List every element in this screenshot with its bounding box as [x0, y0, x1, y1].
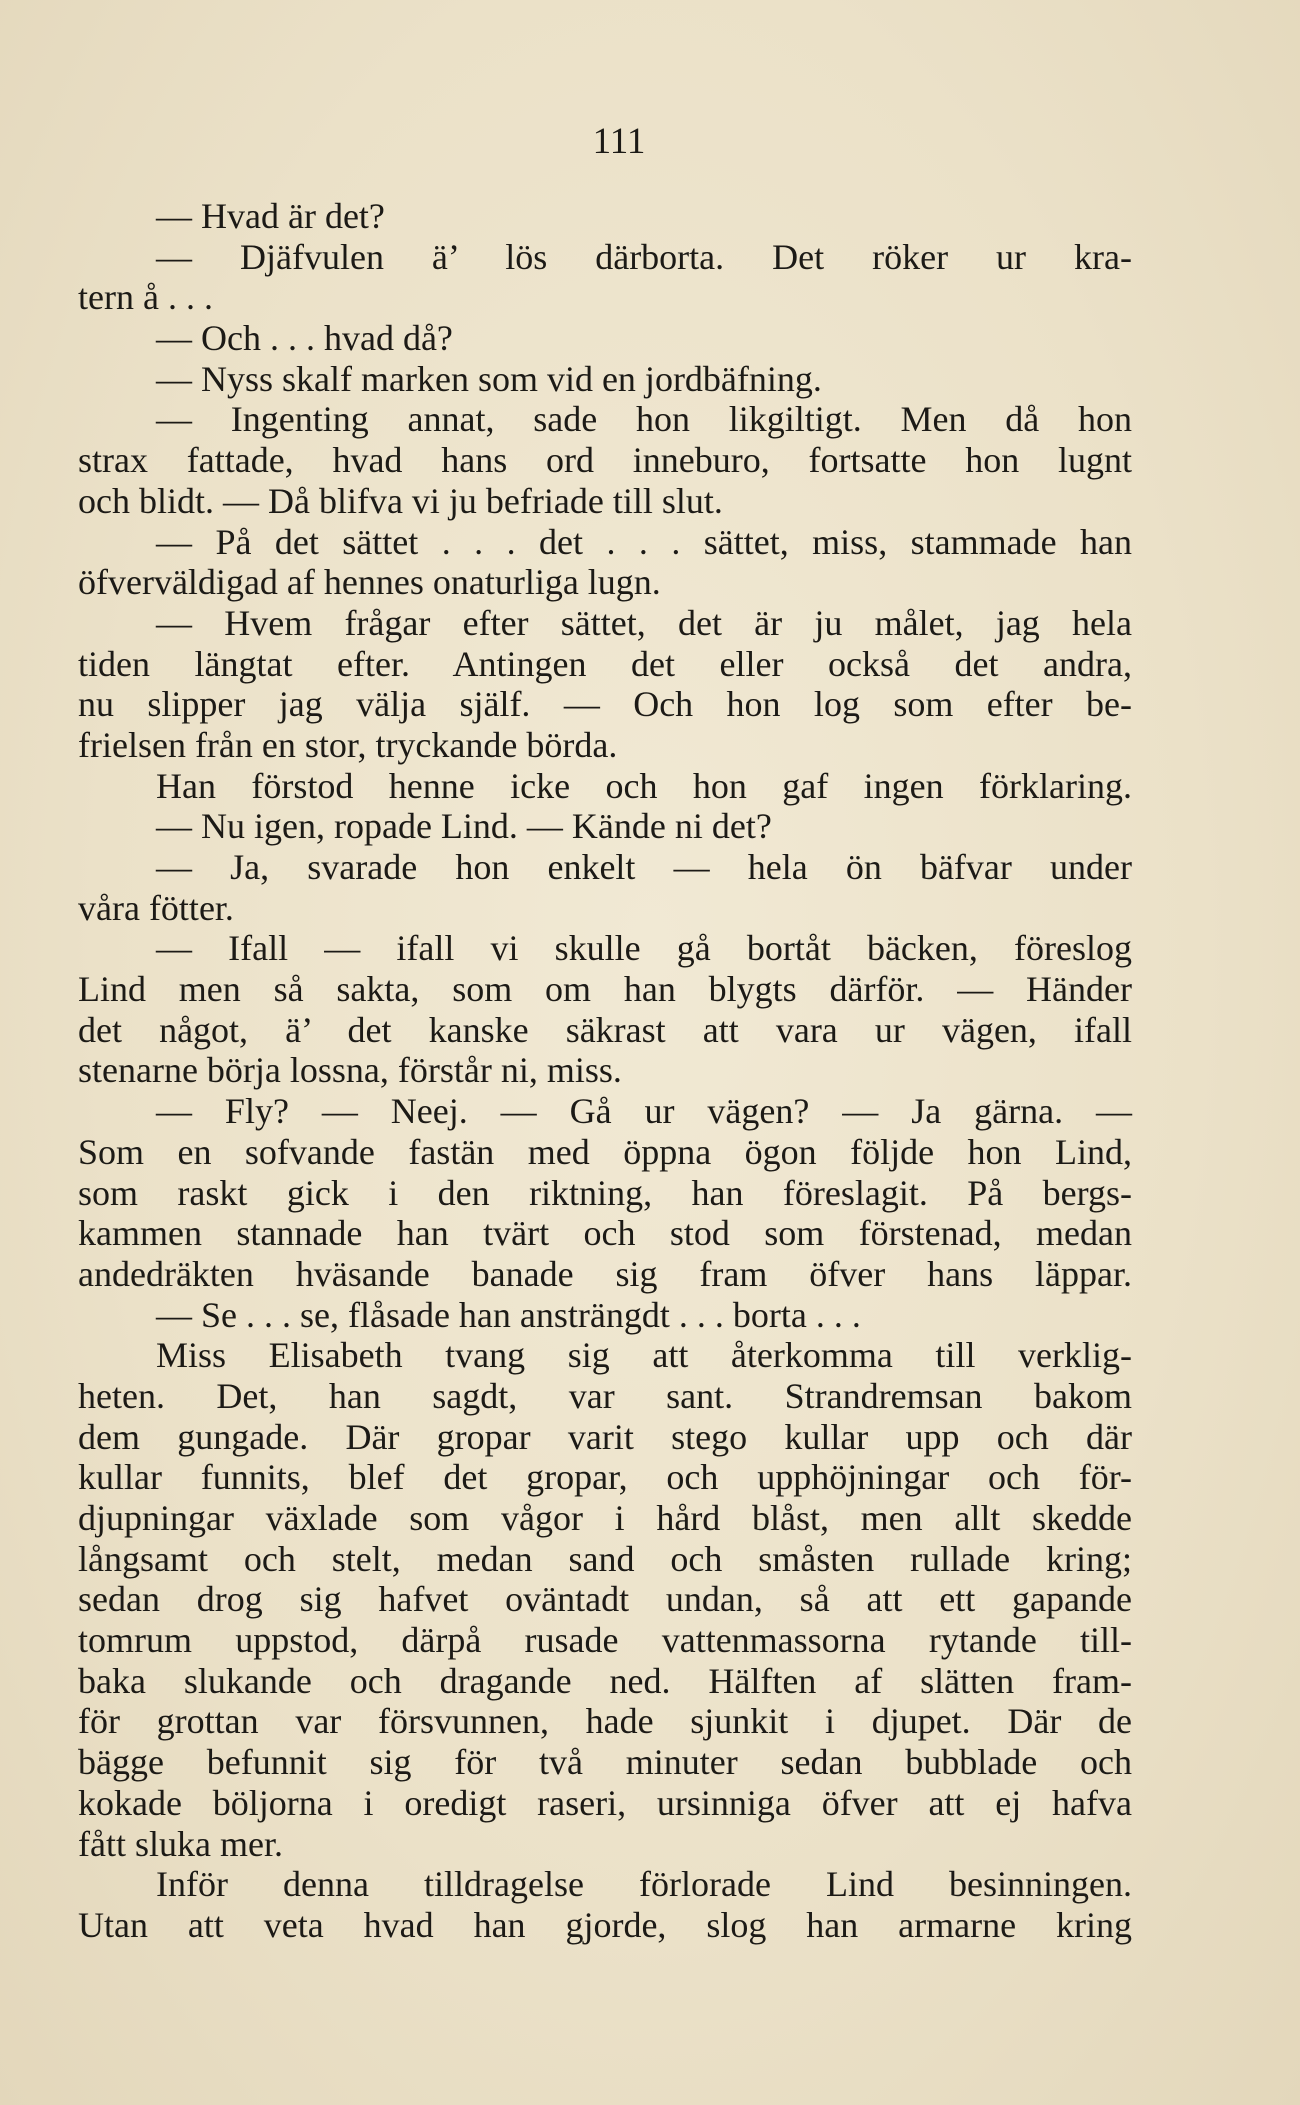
text-line: — Och . . . hvad då?: [156, 318, 453, 359]
text-line: — Se . . . se, flåsade han ansträngdt . . . borta . . .: [156, 1294, 861, 1335]
text-line: och blidt. — Då blifva vi ju befriade till slut.: [78, 480, 723, 521]
text-line: fått sluka mer.: [78, 1823, 283, 1864]
page-number: 111: [592, 121, 646, 162]
text-line: tomrum uppstod, därpå rusade vattenmassorna rytande till-: [78, 1620, 1132, 1661]
text-line: sedan drog sig hafvet oväntadt undan, så att ett gapande: [78, 1579, 1132, 1620]
text-line: kammen stannade han tvärt och stod som förstenad, medan: [78, 1213, 1132, 1254]
text-line: — Fly? — Neej. — Gå ur vägen? — Ja gärna. —: [156, 1091, 1132, 1132]
text-line: nu slipper jag välja själf. — Och hon log som efter be-: [78, 684, 1132, 725]
text-line: strax fattade, hvad hans ord inneburo, fortsatte hon lugnt: [78, 440, 1132, 481]
text-line: — Hvad är det?: [156, 196, 385, 236]
text-line: för grottan var försvunnen, hade sjunkit i djupet. Där de: [78, 1701, 1132, 1742]
text-line: kokade böljorna i oredigt raseri, ursinniga öfver att ej hafva: [78, 1782, 1132, 1823]
text-line: våra fötter.: [78, 887, 234, 928]
text-line: Som en sofvande fastän med öppna ögon följde hon Lind,: [78, 1131, 1132, 1172]
text-line: frielsen från en stor, tryckande börda.: [78, 724, 618, 765]
text-line: djupningar växlade som vågor i hård blåst, men allt skedde: [78, 1498, 1132, 1538]
text-line: — Nyss skalf marken som vid en jordbäfning.: [156, 358, 822, 399]
body-text: [78, 196, 1132, 1946]
text-line: stenarne börja lossna, förstår ni, miss.: [78, 1050, 622, 1091]
text-line: — På det sättet . . . det . . . sättet, miss, stammade han: [156, 521, 1132, 562]
text-line: — Nu igen, ropade Lind. — Kände ni det?: [156, 806, 772, 847]
text-line: dem gungade. Där gropar varit stego kullar upp och där: [78, 1416, 1132, 1457]
text-line: baka slukande och dragande ned. Hälften af slätten fram-: [78, 1660, 1132, 1701]
text-line: det något, ä’ det kanske säkrast att vara ur vägen, ifall: [78, 1009, 1132, 1050]
text-line: — Djäfvulen ä’ lös därborta. Det röker ur kra-: [156, 236, 1132, 277]
text-line: — Ingenting annat, sade hon likgiltigt. Men då hon: [156, 399, 1132, 440]
text-line: som raskt gick i den riktning, han föreslagit. På bergs-: [78, 1172, 1132, 1213]
text-line: Miss Elisabeth tvang sig att återkomma till verklig-: [156, 1335, 1132, 1376]
text-line: kullar funnits, blef det gropar, och upphöjningar och för-: [78, 1457, 1132, 1498]
text-line: tern å . . .: [78, 277, 213, 318]
text-line: Han förstod henne icke och hon gaf ingen förklaring.: [156, 765, 1132, 806]
text-line: öfverväldigad af hennes onaturliga lugn.: [78, 562, 661, 603]
text-line: heten. Det, han sagdt, var sant. Strandremsan bakom: [78, 1375, 1132, 1416]
text-line: — Ja, svarade hon enkelt — hela ön bäfvar under: [156, 847, 1132, 887]
text-line: — Ifall — ifall vi skulle gå bortåt bäcken, föreslog: [156, 928, 1132, 969]
text-line: bägge befunnit sig för två minuter sedan bubblade och: [78, 1742, 1132, 1783]
text-line: tiden längtat efter. Antingen det eller också det andra,: [78, 643, 1132, 684]
text-line: — Hvem frågar efter sättet, det är ju målet, jag hela: [156, 602, 1132, 643]
text-line: Utan att veta hvad han gjorde, slog han armarne kring: [78, 1904, 1132, 1945]
text-line: Inför denna tilldragelse förlorade Lind besinningen.: [156, 1864, 1132, 1905]
text-line: långsamt och stelt, medan sand och småsten rullade kring;: [78, 1538, 1132, 1579]
text-line: andedräkten hväsande banade sig fram öfver hans läppar.: [78, 1253, 1132, 1294]
text-line: Lind men så sakta, som om han blygts därför. — Händer: [78, 969, 1132, 1010]
